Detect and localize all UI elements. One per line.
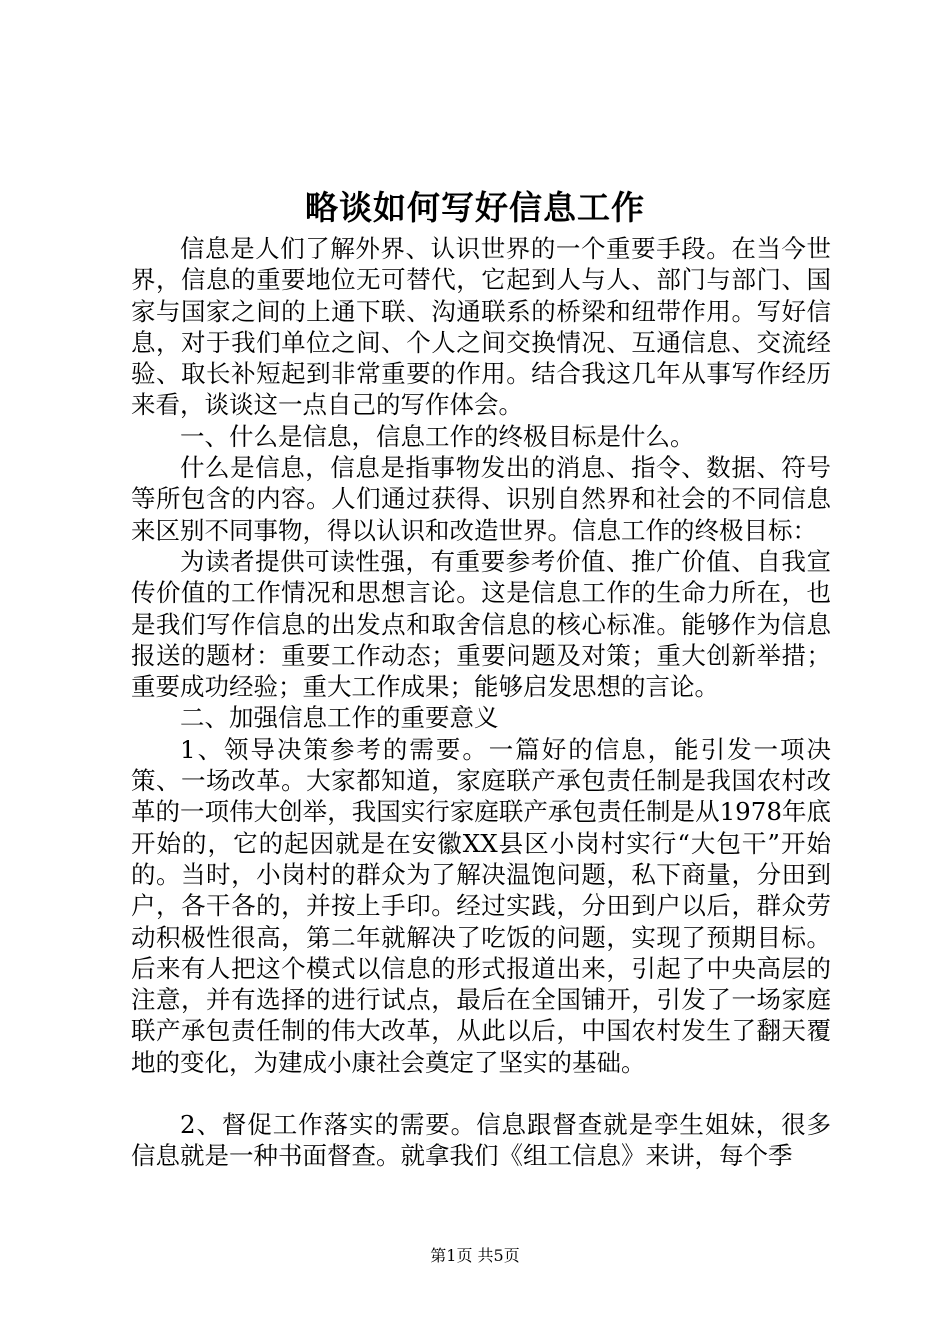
paragraph-point-1: 1、领导决策参考的需要。一篇好的信息，能引发一项决策、一场改革。大家都知道，家庭联产承包责任制是我国农村改革的一项伟大创举，我国实行家庭联产承包责任制是从1978年底开始的，它的起因就是在安徽XX县区小岗村实行“大包干”开始的。当时，小岗村的群众为了解决温饱问题，私下商量，分田到户，各干各的，并按上手印。经过实践，分田到户以后，群众劳动积极性很高，第二年就解决了吃饭的问题，实现了预期目标。后来有人把这个模式以信息的形式报道出来，引起了中央高层的注意，并有选择的进行试点，最后在全国铺开，引发了一场家庭联产承包责任制的伟大改革，从此以后，中国农村发生了翻天覆地的变化，为建成小康社会奠定了坚实的基础。	[131, 734, 831, 1077]
page-footer: 第1页 共5页	[430, 1246, 520, 1265]
paragraph-intro: 信息是人们了解外界、认识世界的一个重要手段。在当今世界，信息的重要地位无可替代，它起到人与人、部门与部门、国家与国家之间的上通下联、沟通联系的桥梁和纽带作用。写好信息，对于我们单位之间、个人之间交换情况、互通信息、交流经验、取长补短起到非常重要的作用。结合我这几年从事写作经历来看，谈谈这一点自己的写作体会。	[131, 234, 831, 420]
document-title: 略谈如何写好信息工作	[305, 188, 645, 227]
document-body	[131, 233, 831, 1172]
paragraph-point-2: 2、督促工作落实的需要。信息跟督查就是孪生姐妹，很多信息就是一种书面督查。就拿我们《组工信息》来讲，每个季	[131, 1110, 831, 1171]
paragraph-gap	[131, 1078, 831, 1109]
heading-section-2: 二、加强信息工作的重要意义	[180, 703, 499, 733]
paragraph-goal: 为读者提供可读性强，有重要参考价值、推广价值、自我宣传价值的工作情况和思想言论。这是信息工作的生命力所在，也是我们写作信息的出发点和取舍信息的核心标准。能够作为信息报送的题材：重要工作动态；重要问题及对策；重大创新举措；重要成功经验；重大工作成果；能够启发思想的言论。	[131, 546, 831, 702]
heading-section-1: 一、什么是信息，信息工作的终极目标是什么。	[180, 421, 695, 451]
paragraph-definition: 什么是信息，信息是指事物发出的消息、指令、数据、符号等所包含的内容。人们通过获得、识别自然界和社会的不同信息来区别不同事物，得以认识和改造世界。信息工作的终极目标：	[131, 453, 831, 545]
